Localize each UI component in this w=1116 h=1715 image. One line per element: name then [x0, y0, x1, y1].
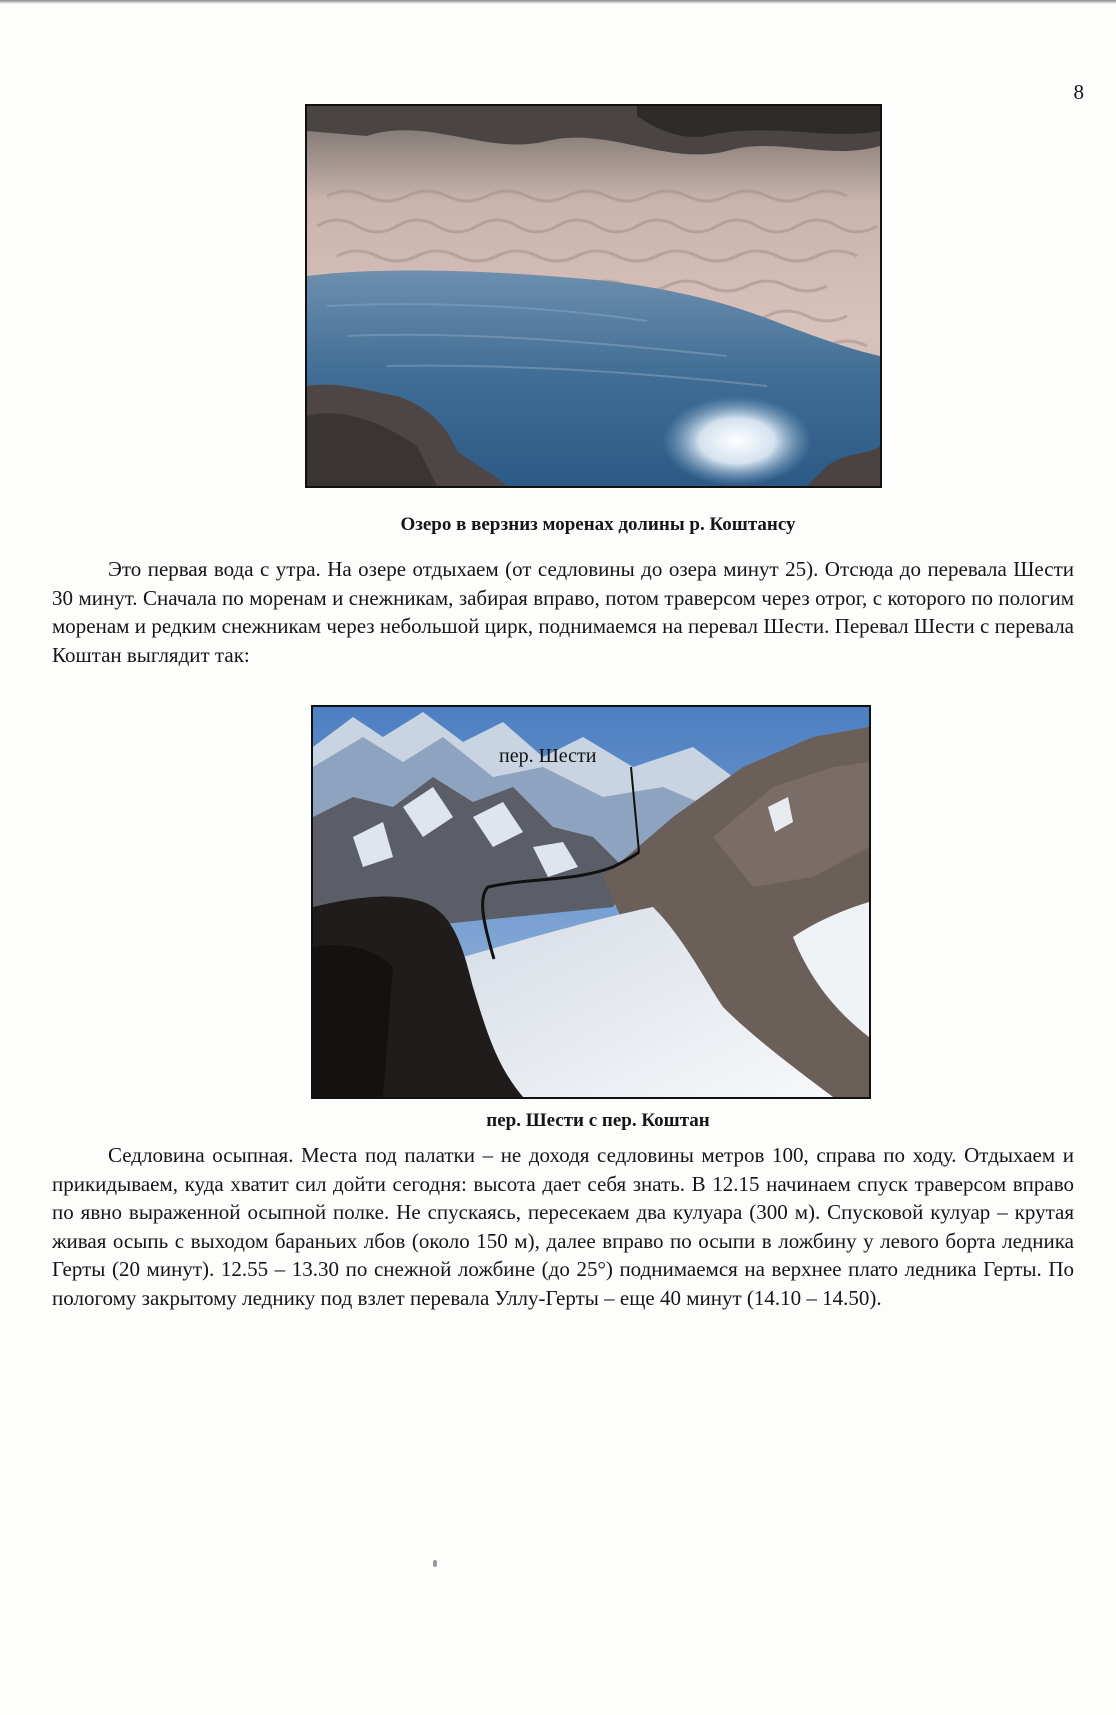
- pass-photo-caption: пер. Шести с пер. Коштан: [486, 1110, 710, 1131]
- scan-speck: [433, 1560, 437, 1567]
- lake-photo-caption: Озеро в верзниз моренах долины р. Коштансу: [400, 514, 796, 535]
- lake-image: [307, 106, 880, 486]
- lake-photo: [305, 104, 882, 488]
- page-number: 8: [1073, 80, 1084, 104]
- pass-photo: [311, 705, 871, 1099]
- pass-label: пер. Шести: [499, 745, 597, 767]
- paragraph-2: Седловина осыпная. Места под палатки – не доходя седловины метров 100, справа по ходу. Отдыхаем и прикидываем, куда хватит сил дойти сегодня: высота дает себя знать. В 12.15 начинаем спуск траверсом вправо по явно выраженной осыпной полке. Не спускаясь, пересекаем два кулуара (300 м). Спусковой кулуар – крутая живая осыпь с выходом бараньих лбов (около 150 м), далее вправо по осыпи в ложбину у левого борта ледника Герты (20 минут). 12.55 – 13.30 по снежной ложбине (до 25°) поднимаемся на верхнее плато ледника Герты. По пологому закрытому леднику под взлет перевала Уллу-Герты – еще 40 минут (14.10 – 14.50).: [52, 1143, 1074, 1310]
- scan-edge: [0, 0, 1116, 4]
- paragraph-1: Это первая вода с утра. На озере отдыхаем (от седловины до озера минут 25). Отсюда до перевала Шести 30 минут. Сначала по моренам и снежникам, забирая вправо, потом траверсом через отрог, с которого по пологим моренам и редким снежникам через небольшой цирк, поднимаемся на перевал Шести. Перевал Шести с перевала Коштан выглядит так:: [52, 557, 1074, 667]
